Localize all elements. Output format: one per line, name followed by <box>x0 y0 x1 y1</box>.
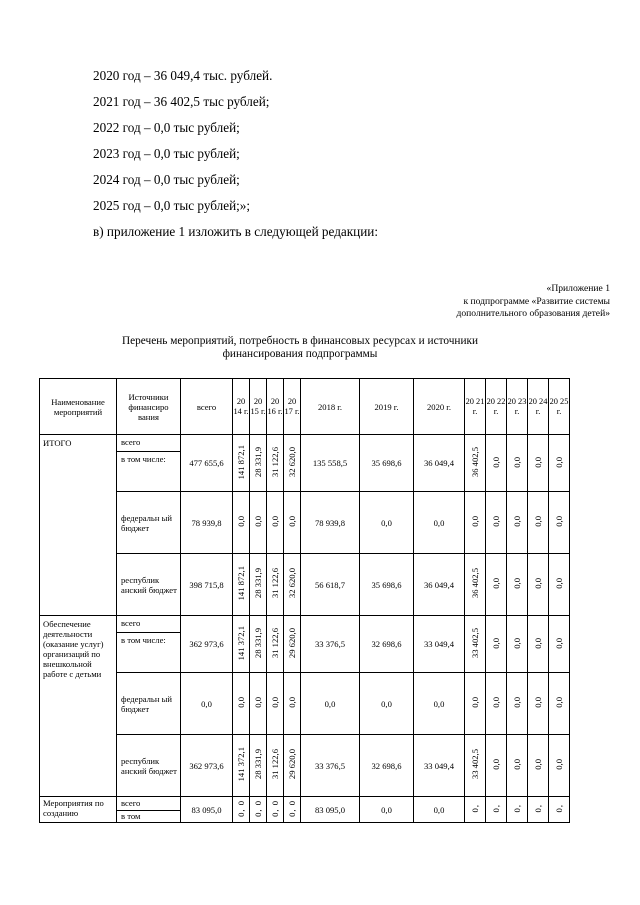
cell: 33 402,5 <box>465 735 486 797</box>
cell: 0,0 <box>528 492 549 554</box>
table-row <box>40 435 570 452</box>
cell: 141 372,1 <box>233 616 250 673</box>
cell: 398 715,8 <box>181 554 233 616</box>
cell: 0,0 <box>507 554 528 616</box>
cell: 362 973,6 <box>181 616 233 673</box>
cell: 35 698,6 <box>360 435 414 492</box>
cell: 0,0 <box>549 435 570 492</box>
source-all: всего <box>117 797 181 811</box>
cell: 0,0 <box>507 735 528 797</box>
cell: 0,0 <box>284 673 301 735</box>
cell: 32 698,6 <box>360 616 414 673</box>
cell: 35 698,6 <box>360 554 414 616</box>
table-row <box>40 554 570 616</box>
cell: 0, 0 <box>233 797 250 823</box>
cell: 0, <box>465 797 486 823</box>
source-incl-cut: в том <box>117 811 181 823</box>
table-title <box>80 335 520 361</box>
cell: 0,0 <box>549 554 570 616</box>
cell: 0,0 <box>486 735 507 797</box>
cell: 0,0 <box>284 492 301 554</box>
source-republic: республик анский бюджет <box>117 735 181 797</box>
cell: 0,0 <box>528 554 549 616</box>
cell: 0, <box>507 797 528 823</box>
intro-line-2024: 2024 год – 0,0 тыс рублей; <box>93 172 240 187</box>
cell: 33 049,4 <box>414 735 465 797</box>
cell: 31 122,6 <box>267 735 284 797</box>
table-header-row <box>40 379 570 435</box>
table-row <box>40 492 570 554</box>
intro-line-2022: 2022 год – 0,0 тыс рублей; <box>93 120 240 135</box>
intro-line-2020: 2020 год – 36 049,4 тыс. рублей. <box>93 68 273 83</box>
cell: 0,0 <box>360 492 414 554</box>
cell: 0,0 <box>267 492 284 554</box>
cell: 0,0 <box>528 735 549 797</box>
cell: 0, <box>486 797 507 823</box>
cell: 0,0 <box>486 435 507 492</box>
header-2022: 20 22 г. <box>486 379 507 435</box>
cell: 0,0 <box>486 554 507 616</box>
cell: 31 122,6 <box>267 616 284 673</box>
cell: 78 939,8 <box>181 492 233 554</box>
header-2018: 2018 г. <box>301 379 360 435</box>
header-2020: 2020 г. <box>414 379 465 435</box>
cell: 28 331,9 <box>250 554 267 616</box>
source-incl: в том числе: <box>117 452 181 492</box>
cell: 32 698,6 <box>360 735 414 797</box>
table-row <box>40 616 570 633</box>
header-source: Источники финансиро вания <box>117 379 181 435</box>
cell: 32 620,0 <box>284 554 301 616</box>
cell: 0,0 <box>414 797 465 823</box>
cell: 0, 0 <box>284 797 301 823</box>
cell: 0,0 <box>414 673 465 735</box>
financing-table <box>39 378 570 823</box>
table-row <box>40 797 570 811</box>
cell: 0,0 <box>528 616 549 673</box>
cell: 141 872,1 <box>233 554 250 616</box>
source-all: всего <box>117 616 181 633</box>
cell: 0,0 <box>507 435 528 492</box>
cell: 29 620,0 <box>284 616 301 673</box>
cell: 32 620,0 <box>284 435 301 492</box>
row-name-creation: Мероприятия по созданию <box>40 797 117 823</box>
cell: 36 049,4 <box>414 554 465 616</box>
cell: 0,0 <box>549 492 570 554</box>
cell: 0,0 <box>507 673 528 735</box>
cell: 36 402,5 <box>465 554 486 616</box>
cell: 36 402,5 <box>465 435 486 492</box>
header-2016: 20 16 г. <box>267 379 284 435</box>
appendix-line-3: дополнительного образования детей» <box>456 308 610 319</box>
cell: 83 095,0 <box>181 797 233 823</box>
table-title-line-1: Перечень мероприятий, потребность в финансовых ресурсах и источники <box>121 335 479 347</box>
cell: 0,0 <box>267 673 284 735</box>
cell: 0,0 <box>549 735 570 797</box>
cell: 141 872,1 <box>233 435 250 492</box>
header-2019: 2019 г. <box>360 379 414 435</box>
cell: 0,0 <box>360 673 414 735</box>
cell: 78 939,8 <box>301 492 360 554</box>
cell: 477 655,6 <box>181 435 233 492</box>
header-2024: 20 24 г. <box>528 379 549 435</box>
cell: 0,0 <box>528 435 549 492</box>
cell: 0,0 <box>486 673 507 735</box>
cell: 33 376,5 <box>301 735 360 797</box>
header-total: всего <box>181 379 233 435</box>
intro-line-appendix: в) приложение 1 изложить в следующей редакции: <box>93 224 379 239</box>
cell: 36 049,4 <box>414 435 465 492</box>
cell: 362 973,6 <box>181 735 233 797</box>
cell: 0, <box>549 797 570 823</box>
cell: 0,0 <box>507 492 528 554</box>
cell: 28 331,9 <box>250 616 267 673</box>
cell: 141 372,1 <box>233 735 250 797</box>
cell: 29 620,0 <box>284 735 301 797</box>
table-row <box>40 735 570 797</box>
cell: 0,0 <box>486 616 507 673</box>
intro-line-2023: 2023 год – 0,0 тыс рублей; <box>93 146 240 161</box>
cell: 83 095,0 <box>301 797 360 823</box>
cell: 0,0 <box>233 492 250 554</box>
header-2014: 20 14 г. <box>233 379 250 435</box>
cell: 0,0 <box>250 673 267 735</box>
cell: 33 402,5 <box>465 616 486 673</box>
cell: 0,0 <box>465 492 486 554</box>
cell: 0, <box>528 797 549 823</box>
cell: 28 331,9 <box>250 735 267 797</box>
source-republic: республик анский бюджет <box>117 554 181 616</box>
cell: 0,0 <box>181 673 233 735</box>
row-name-itogo: ИТОГО <box>40 435 117 616</box>
cell: 0,0 <box>549 616 570 673</box>
header-2025: 20 25 г. <box>549 379 570 435</box>
table-title-line-2: финансирования подпрограммы <box>222 348 378 360</box>
cell: 0,0 <box>250 492 267 554</box>
cell: 0, 0 <box>250 797 267 823</box>
cell: 135 558,5 <box>301 435 360 492</box>
source-all: всего <box>117 435 181 452</box>
cell: 33 049,4 <box>414 616 465 673</box>
header-2015: 20 15 г. <box>250 379 267 435</box>
header-2017: 20 17 г. <box>284 379 301 435</box>
header-name: Наименование мероприятий <box>40 379 117 435</box>
cell: 0, 0 <box>267 797 284 823</box>
cell: 0,0 <box>360 797 414 823</box>
cell: 0,0 <box>301 673 360 735</box>
table-row <box>40 673 570 735</box>
intro-line-2025: 2025 год – 0,0 тыс рублей;»; <box>93 198 251 213</box>
intro-line-2021: 2021 год – 36 402,5 тыс рублей; <box>93 94 270 109</box>
header-2021: 20 21 г. <box>465 379 486 435</box>
source-federal: федеральн ый бюджет <box>117 673 181 735</box>
appendix-line-2: к подпрограмме «Развитие системы <box>463 295 610 307</box>
cell: 31 122,6 <box>267 435 284 492</box>
appendix-note <box>457 283 611 321</box>
cell: 0,0 <box>233 673 250 735</box>
cell: 56 618,7 <box>301 554 360 616</box>
source-federal: федеральн ый бюджет <box>117 492 181 554</box>
cell: 31 122,6 <box>267 554 284 616</box>
cell: 0,0 <box>528 673 549 735</box>
cell: 0,0 <box>507 616 528 673</box>
cell: 0,0 <box>465 673 486 735</box>
header-2023: 20 23 г. <box>507 379 528 435</box>
cell: 0,0 <box>414 492 465 554</box>
appendix-line-1: «Приложение 1 <box>546 283 610 294</box>
row-name-services: Обеспечение деятельности (оказание услуг) организаций по внешкольной работе с детьми <box>40 616 117 797</box>
cell: 33 376,5 <box>301 616 360 673</box>
source-incl: в том числе: <box>117 633 181 673</box>
cell: 28 331,9 <box>250 435 267 492</box>
cell: 0,0 <box>486 492 507 554</box>
cell: 0,0 <box>549 673 570 735</box>
